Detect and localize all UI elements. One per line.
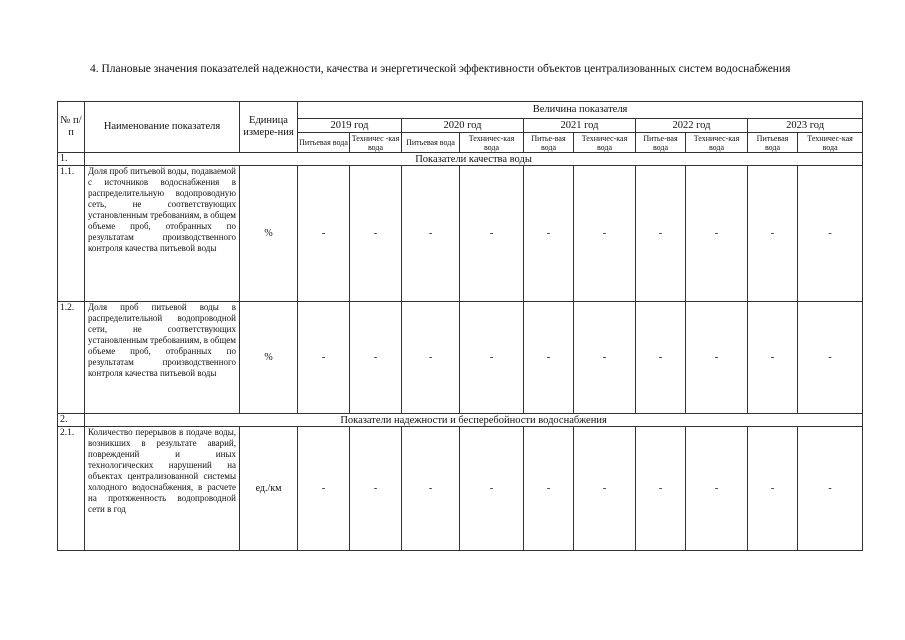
- indicator-value: -: [524, 166, 574, 302]
- section-number: 1.: [58, 153, 85, 166]
- indicator-value: -: [402, 166, 460, 302]
- indicator-value: -: [636, 302, 686, 414]
- table-row: [58, 427, 863, 551]
- indicator-value: -: [686, 302, 748, 414]
- indicator-value: -: [574, 302, 636, 414]
- indicator-value: -: [574, 166, 636, 302]
- header-num: № п/п: [58, 102, 85, 153]
- indicator-value: -: [686, 427, 748, 551]
- indicators-table: [57, 101, 863, 551]
- header-subcolumn: Техничес-кая вода: [798, 133, 863, 153]
- header-unit: Единица измере-ния: [240, 102, 298, 153]
- indicator-value: -: [298, 302, 350, 414]
- indicator-unit: %: [240, 166, 298, 302]
- table-row: [58, 302, 863, 414]
- section-row: [58, 153, 863, 166]
- indicator-value: -: [574, 427, 636, 551]
- row-number: 2.1.: [58, 427, 85, 551]
- section-number: 2.: [58, 414, 85, 427]
- header-year: 2022 год: [636, 119, 748, 133]
- indicator-value: -: [350, 427, 402, 551]
- header-year: 2021 год: [524, 119, 636, 133]
- header-value-group: Величина показателя: [298, 102, 863, 119]
- header-subcolumn: Питье-вая вода: [636, 133, 686, 153]
- indicator-name: Доля проб питьевой воды, подаваемой с источников водоснабжения в распределительную водопроводную сеть, не соответствующих установленным требованиям, в общем объеме проб, отобранных по результатам производственного контроля качества питьевой воды: [85, 166, 240, 302]
- indicator-value: -: [748, 302, 798, 414]
- header-name: Наименование показателя: [85, 102, 240, 153]
- indicator-value: -: [524, 302, 574, 414]
- header-year: 2020 год: [402, 119, 524, 133]
- header-year: 2023 год: [748, 119, 863, 133]
- indicator-value: -: [798, 166, 863, 302]
- section-title: Показатели качества воды: [85, 153, 863, 166]
- header-year: 2019 год: [298, 119, 402, 133]
- table-heading: 4. Плановые значения показателей надежности, качества и энергетической эффективности объектов централизованных систем водоснабжения: [90, 63, 791, 75]
- header-subcolumn: Техничес-кая вода: [686, 133, 748, 153]
- indicator-value: -: [350, 302, 402, 414]
- header-subcolumn: Питьевая вода: [748, 133, 798, 153]
- indicator-value: -: [686, 166, 748, 302]
- header-subcolumn: Техничес -кая вода: [350, 133, 402, 153]
- indicator-value: -: [748, 427, 798, 551]
- header-subcolumn: Питье-вая вода: [524, 133, 574, 153]
- indicator-value: -: [402, 427, 460, 551]
- indicator-name: Количество перерывов в подаче воды, возникших в результате аварий, повреждений и иных технологических нарушений на объектах централизованной системы холодного водоснабжения, в расчете на протяженность водопроводной сети в год: [85, 427, 240, 551]
- indicator-name: Доля проб питьевой воды в распределительной водопроводной сети, не соответствующих установленным требованиям, в общем объеме проб, отобранных по результатам производственного контроля качества питьевой воды: [85, 302, 240, 414]
- indicator-value: -: [798, 427, 863, 551]
- indicator-value: -: [524, 427, 574, 551]
- header-subcolumn: Техничес-кая вода: [574, 133, 636, 153]
- indicator-value: -: [460, 166, 524, 302]
- indicator-unit: ед./км: [240, 427, 298, 551]
- table-row: [58, 166, 863, 302]
- indicator-unit: %: [240, 302, 298, 414]
- indicator-value: -: [460, 302, 524, 414]
- indicator-value: -: [298, 427, 350, 551]
- section-row: [58, 414, 863, 427]
- indicator-value: -: [350, 166, 402, 302]
- header-subcolumn: Техничес-кая вода: [460, 133, 524, 153]
- row-number: 1.2.: [58, 302, 85, 414]
- indicator-value: -: [748, 166, 798, 302]
- row-number: 1.1.: [58, 166, 85, 302]
- indicator-value: -: [298, 166, 350, 302]
- indicator-value: -: [402, 302, 460, 414]
- section-title: Показатели надежности и бесперебойности водоснабжения: [85, 414, 863, 427]
- header-subcolumn: Питьевая вода: [402, 133, 460, 153]
- indicator-value: -: [798, 302, 863, 414]
- indicator-value: -: [636, 427, 686, 551]
- header-subcolumn: Питьевая вода: [298, 133, 350, 153]
- indicator-value: -: [636, 166, 686, 302]
- indicator-value: -: [460, 427, 524, 551]
